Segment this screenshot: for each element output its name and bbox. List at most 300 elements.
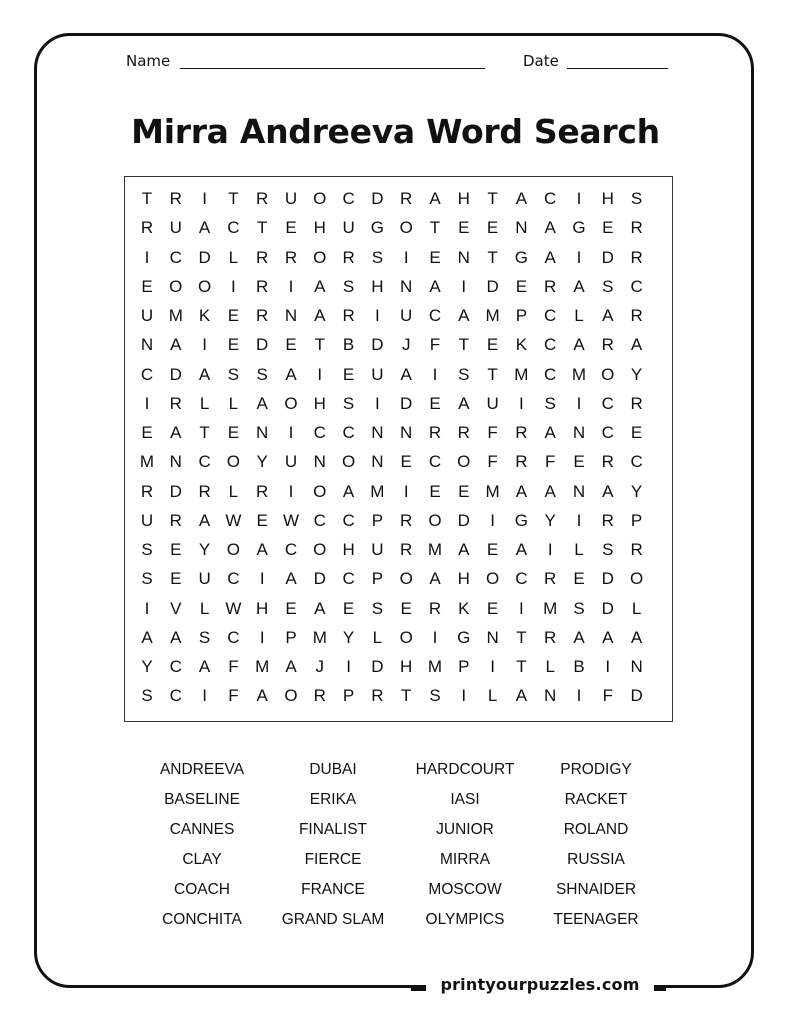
grid-letter[interactable]: C: [313, 423, 326, 442]
grid-letter[interactable]: N: [515, 218, 528, 238]
grid-letter[interactable]: C: [227, 218, 240, 238]
grid-letter[interactable]: A: [285, 364, 297, 384]
grid-letter[interactable]: U: [140, 510, 154, 530]
grid-letter[interactable]: R: [544, 276, 557, 296]
grid-letter[interactable]: P: [285, 627, 297, 647]
grid-letter[interactable]: O: [629, 569, 644, 589]
grid-letter[interactable]: T: [429, 218, 441, 238]
grid-letter[interactable]: N: [572, 423, 586, 442]
grid-letter[interactable]: I: [605, 657, 611, 676]
grid-letter[interactable]: D: [601, 598, 614, 618]
grid-letter[interactable]: S: [141, 540, 153, 559]
grid-letter[interactable]: I: [519, 598, 524, 618]
grid-letter[interactable]: O: [284, 686, 298, 706]
grid-letter[interactable]: E: [486, 335, 499, 355]
grid-letter[interactable]: H: [371, 276, 384, 296]
grid-letter[interactable]: A: [314, 306, 326, 325]
grid-letter[interactable]: I: [346, 657, 351, 676]
grid-letter[interactable]: R: [313, 686, 326, 706]
grid-letter[interactable]: S: [371, 598, 384, 618]
grid-letter[interactable]: A: [256, 540, 268, 559]
grid-letter[interactable]: M: [139, 452, 155, 472]
grid-letter[interactable]: G: [370, 218, 384, 238]
grid-letter[interactable]: G: [514, 247, 528, 267]
grid-letter[interactable]: D: [400, 393, 413, 413]
grid-letter[interactable]: O: [226, 452, 240, 472]
grid-letter[interactable]: O: [399, 218, 413, 238]
grid-letter[interactable]: P: [515, 306, 528, 325]
grid-letter[interactable]: C: [544, 189, 557, 208]
grid-letter[interactable]: E: [342, 364, 355, 384]
grid-letter[interactable]: N: [140, 335, 154, 355]
grid-letter[interactable]: R: [544, 627, 557, 647]
grid-letter[interactable]: H: [457, 189, 470, 208]
grid-letter[interactable]: R: [630, 247, 643, 267]
grid-letter[interactable]: R: [284, 247, 298, 267]
grid-letter[interactable]: E: [486, 218, 499, 238]
grid-letter[interactable]: R: [630, 540, 643, 559]
grid-letter[interactable]: W: [282, 510, 300, 530]
grid-letter[interactable]: Y: [141, 657, 153, 676]
grid-letter[interactable]: I: [144, 598, 150, 618]
grid-letter[interactable]: R: [428, 598, 442, 618]
grid-letter[interactable]: O: [169, 276, 183, 296]
grid-letter[interactable]: E: [573, 452, 585, 472]
grid-letter[interactable]: U: [140, 306, 154, 325]
grid-letter[interactable]: E: [400, 452, 412, 472]
grid-letter[interactable]: I: [490, 657, 495, 676]
grid-letter[interactable]: G: [514, 510, 528, 530]
grid-letter[interactable]: C: [601, 423, 614, 442]
grid-letter[interactable]: R: [140, 218, 154, 238]
grid-letter[interactable]: A: [170, 423, 182, 442]
grid-letter[interactable]: R: [169, 393, 182, 413]
grid-letter[interactable]: R: [601, 452, 614, 472]
grid-letter[interactable]: I: [576, 393, 582, 413]
grid-letter[interactable]: N: [256, 423, 269, 442]
grid-letter[interactable]: Y: [544, 510, 556, 530]
grid-letter[interactable]: U: [486, 393, 499, 413]
grid-letter[interactable]: E: [342, 598, 355, 618]
grid-letter[interactable]: I: [519, 393, 524, 413]
grid-letter[interactable]: C: [198, 452, 211, 472]
grid-letter[interactable]: S: [630, 189, 643, 208]
grid-letter[interactable]: E: [285, 335, 297, 355]
grid-letter[interactable]: M: [427, 657, 443, 676]
grid-letter[interactable]: S: [371, 247, 384, 267]
grid-letter[interactable]: S: [227, 364, 240, 384]
grid-letter[interactable]: C: [169, 657, 182, 676]
grid-letter[interactable]: R: [169, 510, 182, 530]
grid-letter[interactable]: A: [458, 306, 470, 325]
grid-letter[interactable]: I: [576, 510, 582, 530]
grid-letter[interactable]: G: [457, 627, 471, 647]
grid-letter[interactable]: A: [573, 335, 585, 355]
date-field-line[interactable]: [567, 68, 668, 69]
grid-letter[interactable]: S: [573, 598, 585, 618]
grid-letter[interactable]: E: [458, 218, 470, 238]
grid-letter[interactable]: M: [312, 627, 327, 647]
grid-letter[interactable]: F: [429, 335, 441, 355]
grid-letter[interactable]: I: [202, 189, 207, 208]
grid-letter[interactable]: I: [432, 364, 438, 384]
grid-letter[interactable]: O: [197, 276, 212, 296]
grid-letter[interactable]: A: [602, 627, 614, 647]
grid-letter[interactable]: I: [403, 481, 409, 501]
grid-letter[interactable]: T: [458, 335, 469, 355]
grid-letter[interactable]: I: [547, 540, 553, 559]
grid-letter[interactable]: E: [429, 247, 441, 267]
grid-letter[interactable]: E: [486, 540, 499, 559]
grid-letter[interactable]: A: [602, 306, 614, 325]
grid-letter[interactable]: C: [428, 452, 442, 472]
grid-letter[interactable]: Y: [256, 452, 268, 472]
grid-letter[interactable]: A: [544, 481, 556, 501]
grid-letter[interactable]: I: [259, 569, 265, 589]
grid-letter[interactable]: E: [429, 393, 441, 413]
grid-letter[interactable]: E: [573, 569, 585, 589]
grid-letter[interactable]: I: [490, 510, 495, 530]
grid-letter[interactable]: N: [630, 657, 643, 676]
grid-letter[interactable]: R: [256, 247, 269, 267]
grid-letter[interactable]: R: [428, 423, 442, 442]
grid-letter[interactable]: R: [544, 569, 557, 589]
grid-letter[interactable]: I: [288, 423, 294, 442]
grid-letter[interactable]: D: [169, 481, 182, 501]
grid-letter[interactable]: H: [313, 218, 326, 238]
grid-letter[interactable]: I: [259, 627, 265, 647]
grid-letter[interactable]: A: [342, 481, 355, 501]
grid-letter[interactable]: S: [602, 540, 614, 559]
grid-letter[interactable]: N: [371, 423, 384, 442]
grid-letter[interactable]: I: [461, 276, 467, 296]
grid-letter[interactable]: A: [544, 423, 556, 442]
grid-letter[interactable]: J: [401, 335, 411, 355]
grid-letter[interactable]: C: [630, 452, 643, 472]
grid-letter[interactable]: R: [515, 452, 528, 472]
grid-letter[interactable]: N: [400, 276, 413, 296]
grid-letter[interactable]: L: [487, 686, 498, 706]
grid-letter[interactable]: K: [198, 306, 211, 325]
grid-letter[interactable]: T: [314, 335, 325, 355]
grid-letter[interactable]: U: [284, 452, 298, 472]
grid-letter[interactable]: C: [544, 364, 557, 384]
grid-letter[interactable]: N: [572, 481, 586, 501]
grid-letter[interactable]: E: [285, 218, 297, 238]
grid-letter[interactable]: E: [602, 218, 614, 238]
grid-letter[interactable]: U: [169, 218, 182, 238]
grid-letter[interactable]: R: [198, 481, 211, 501]
grid-letter[interactable]: O: [399, 569, 413, 589]
grid-letter[interactable]: C: [515, 569, 528, 589]
grid-letter[interactable]: S: [429, 686, 441, 706]
grid-letter[interactable]: N: [371, 452, 384, 472]
grid-letter[interactable]: M: [370, 481, 385, 501]
grid-letter[interactable]: I: [231, 276, 236, 296]
grid-letter[interactable]: R: [256, 481, 269, 501]
grid-letter[interactable]: A: [256, 686, 268, 706]
grid-letter[interactable]: F: [487, 423, 498, 442]
grid-letter[interactable]: W: [225, 598, 242, 618]
grid-letter[interactable]: O: [313, 189, 327, 208]
grid-letter[interactable]: T: [199, 423, 210, 442]
grid-letter[interactable]: I: [288, 276, 294, 296]
grid-letter[interactable]: A: [256, 393, 268, 413]
grid-letter[interactable]: C: [342, 189, 355, 208]
grid-letter[interactable]: C: [630, 276, 643, 296]
grid-letter[interactable]: D: [371, 335, 384, 355]
grid-letter[interactable]: R: [256, 189, 269, 208]
grid-letter[interactable]: R: [342, 247, 355, 267]
grid-letter[interactable]: R: [256, 276, 269, 296]
grid-letter[interactable]: A: [515, 540, 528, 559]
grid-letter[interactable]: E: [429, 481, 441, 501]
grid-letter[interactable]: C: [227, 569, 240, 589]
grid-letter[interactable]: Y: [630, 364, 643, 384]
grid-letter[interactable]: R: [515, 423, 528, 442]
grid-letter[interactable]: F: [228, 657, 239, 676]
grid-letter[interactable]: L: [574, 540, 584, 559]
grid-letter[interactable]: H: [256, 598, 269, 618]
grid-letter[interactable]: T: [400, 686, 412, 706]
grid-letter[interactable]: A: [602, 481, 614, 501]
grid-letter[interactable]: P: [371, 569, 384, 589]
grid-letter[interactable]: A: [198, 657, 211, 676]
grid-letter[interactable]: R: [400, 189, 413, 208]
grid-letter[interactable]: M: [514, 364, 529, 384]
grid-letter[interactable]: S: [141, 686, 153, 706]
grid-letter[interactable]: U: [371, 364, 384, 384]
grid-letter[interactable]: I: [576, 686, 582, 706]
grid-letter[interactable]: R: [371, 686, 384, 706]
grid-letter[interactable]: I: [576, 189, 582, 208]
grid-letter[interactable]: I: [317, 364, 323, 384]
grid-letter[interactable]: A: [458, 540, 470, 559]
grid-letter[interactable]: Y: [630, 481, 643, 501]
grid-letter[interactable]: K: [515, 335, 528, 355]
grid-letter[interactable]: E: [227, 335, 240, 355]
grid-letter[interactable]: D: [601, 247, 614, 267]
grid-letter[interactable]: C: [169, 686, 182, 706]
grid-letter[interactable]: P: [630, 510, 643, 530]
grid-letter[interactable]: J: [315, 657, 325, 676]
name-field-line[interactable]: [180, 68, 485, 69]
grid-letter[interactable]: R: [169, 189, 182, 208]
grid-letter[interactable]: W: [225, 510, 242, 530]
grid-letter[interactable]: A: [458, 393, 470, 413]
grid-letter[interactable]: S: [342, 276, 355, 296]
grid-letter[interactable]: D: [457, 510, 470, 530]
grid-letter[interactable]: U: [342, 218, 355, 238]
grid-letter[interactable]: H: [457, 569, 470, 589]
grid-letter[interactable]: L: [372, 627, 383, 647]
grid-letter[interactable]: E: [630, 423, 643, 442]
grid-letter[interactable]: E: [515, 276, 528, 296]
grid-letter[interactable]: I: [432, 627, 438, 647]
grid-letter[interactable]: I: [202, 335, 207, 355]
grid-letter[interactable]: M: [485, 306, 500, 325]
grid-letter[interactable]: D: [601, 569, 614, 589]
grid-letter[interactable]: L: [199, 598, 210, 618]
grid-letter[interactable]: R: [400, 540, 413, 559]
grid-letter[interactable]: C: [342, 423, 355, 442]
grid-letter[interactable]: R: [256, 306, 269, 325]
grid-letter[interactable]: T: [516, 627, 527, 647]
grid-letter[interactable]: T: [256, 218, 268, 238]
grid-letter[interactable]: I: [375, 306, 380, 325]
grid-letter[interactable]: O: [226, 540, 240, 559]
grid-letter[interactable]: E: [400, 598, 412, 618]
grid-letter[interactable]: C: [169, 247, 182, 267]
grid-letter[interactable]: E: [141, 276, 153, 296]
grid-letter[interactable]: I: [288, 481, 294, 501]
grid-letter[interactable]: C: [284, 540, 298, 559]
grid-letter[interactable]: M: [427, 540, 443, 559]
grid-letter[interactable]: I: [375, 393, 380, 413]
grid-letter[interactable]: S: [458, 364, 470, 384]
grid-letter[interactable]: O: [313, 481, 327, 501]
grid-letter[interactable]: M: [543, 598, 558, 618]
grid-letter[interactable]: L: [199, 393, 210, 413]
grid-letter[interactable]: T: [141, 189, 153, 208]
grid-letter[interactable]: C: [342, 510, 355, 530]
grid-letter[interactable]: M: [255, 657, 270, 676]
grid-letter[interactable]: E: [227, 306, 240, 325]
grid-letter[interactable]: T: [516, 657, 527, 676]
grid-letter[interactable]: A: [314, 276, 326, 296]
grid-letter[interactable]: S: [602, 276, 614, 296]
grid-letter[interactable]: A: [400, 364, 412, 384]
grid-letter[interactable]: P: [342, 686, 355, 706]
grid-letter[interactable]: O: [457, 452, 471, 472]
grid-letter[interactable]: C: [601, 393, 614, 413]
grid-letter[interactable]: D: [169, 364, 182, 384]
grid-letter[interactable]: I: [144, 393, 150, 413]
grid-letter[interactable]: C: [313, 510, 326, 530]
grid-letter[interactable]: C: [544, 306, 557, 325]
grid-letter[interactable]: L: [228, 247, 239, 267]
grid-letter[interactable]: L: [574, 306, 584, 325]
grid-letter[interactable]: A: [429, 189, 441, 208]
grid-letter[interactable]: H: [400, 657, 413, 676]
grid-letter[interactable]: T: [487, 189, 498, 208]
grid-letter[interactable]: G: [572, 218, 586, 238]
grid-letter[interactable]: A: [198, 364, 211, 384]
grid-letter[interactable]: T: [487, 364, 498, 384]
grid-letter[interactable]: S: [256, 364, 268, 384]
grid-letter[interactable]: D: [486, 276, 499, 296]
grid-letter[interactable]: P: [371, 510, 384, 530]
grid-letter[interactable]: D: [198, 247, 211, 267]
grid-letter[interactable]: R: [342, 306, 355, 325]
grid-letter[interactable]: R: [630, 393, 643, 413]
grid-letter[interactable]: B: [573, 657, 585, 676]
grid-letter[interactable]: B: [342, 335, 355, 355]
grid-letter[interactable]: A: [285, 657, 297, 676]
grid-letter[interactable]: I: [403, 247, 409, 267]
grid-letter[interactable]: H: [601, 189, 614, 208]
grid-letter[interactable]: O: [485, 569, 500, 589]
grid-letter[interactable]: E: [141, 423, 153, 442]
grid-letter[interactable]: S: [198, 627, 211, 647]
grid-letter[interactable]: O: [399, 627, 413, 647]
grid-letter[interactable]: R: [630, 218, 643, 238]
grid-letter[interactable]: S: [141, 569, 153, 589]
grid-letter[interactable]: R: [601, 335, 614, 355]
grid-letter[interactable]: V: [170, 598, 182, 618]
grid-letter[interactable]: O: [601, 364, 615, 384]
grid-letter[interactable]: R: [400, 510, 413, 530]
grid-letter[interactable]: E: [170, 569, 182, 589]
grid-letter[interactable]: L: [545, 657, 555, 676]
grid-letter[interactable]: H: [342, 540, 355, 559]
grid-letter[interactable]: C: [428, 306, 442, 325]
grid-letter[interactable]: N: [486, 627, 499, 647]
grid-letter[interactable]: R: [140, 481, 154, 501]
grid-letter[interactable]: K: [458, 598, 470, 618]
grid-letter[interactable]: A: [630, 335, 643, 355]
grid-letter[interactable]: A: [630, 627, 643, 647]
grid-letter[interactable]: M: [168, 306, 183, 325]
grid-letter[interactable]: A: [429, 276, 441, 296]
grid-letter[interactable]: F: [228, 686, 239, 706]
grid-letter[interactable]: L: [631, 598, 642, 618]
grid-letter[interactable]: C: [544, 335, 557, 355]
grid-letter[interactable]: A: [515, 481, 528, 501]
grid-letter[interactable]: I: [461, 686, 467, 706]
grid-letter[interactable]: U: [400, 306, 413, 325]
grid-letter[interactable]: S: [342, 393, 355, 413]
grid-letter[interactable]: T: [228, 189, 239, 208]
grid-letter[interactable]: C: [227, 627, 240, 647]
grid-letter[interactable]: O: [428, 510, 442, 530]
grid-letter[interactable]: Y: [342, 627, 355, 647]
grid-letter[interactable]: R: [601, 510, 614, 530]
grid-letter[interactable]: N: [457, 247, 470, 267]
grid-letter[interactable]: A: [429, 569, 441, 589]
grid-letter[interactable]: A: [198, 510, 211, 530]
grid-letter[interactable]: D: [256, 335, 269, 355]
grid-letter[interactable]: A: [170, 335, 182, 355]
grid-letter[interactable]: P: [458, 657, 470, 676]
grid-letter[interactable]: O: [284, 393, 298, 413]
grid-letter[interactable]: O: [313, 540, 327, 559]
grid-letter[interactable]: F: [602, 686, 613, 706]
grid-letter[interactable]: E: [285, 598, 297, 618]
grid-letter[interactable]: U: [284, 189, 298, 208]
grid-letter[interactable]: A: [285, 569, 297, 589]
grid-letter[interactable]: E: [458, 481, 470, 501]
grid-letter[interactable]: D: [371, 189, 384, 208]
grid-letter[interactable]: O: [341, 452, 356, 472]
grid-letter[interactable]: I: [144, 247, 150, 267]
grid-letter[interactable]: N: [169, 452, 182, 472]
grid-letter[interactable]: L: [228, 393, 239, 413]
grid-letter[interactable]: E: [170, 540, 182, 559]
grid-letter[interactable]: A: [544, 218, 556, 238]
grid-letter[interactable]: S: [544, 393, 556, 413]
grid-letter[interactable]: F: [544, 452, 556, 472]
grid-letter[interactable]: A: [314, 598, 326, 618]
grid-letter[interactable]: R: [630, 306, 643, 325]
grid-letter[interactable]: A: [198, 218, 211, 238]
grid-letter[interactable]: N: [284, 306, 298, 325]
grid-letter[interactable]: Y: [198, 540, 211, 559]
grid-letter[interactable]: N: [313, 452, 326, 472]
grid-letter[interactable]: R: [457, 423, 470, 442]
grid-letter[interactable]: T: [487, 247, 498, 267]
grid-letter[interactable]: A: [515, 189, 528, 208]
